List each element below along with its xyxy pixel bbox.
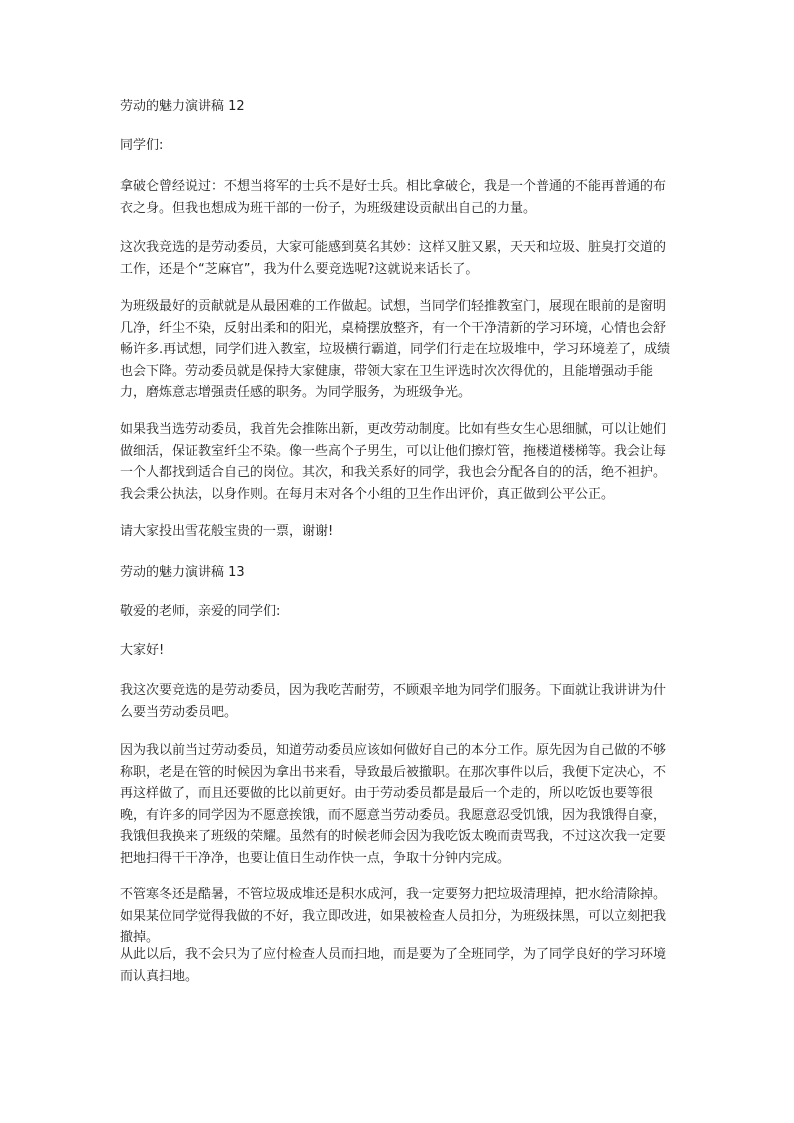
paragraph: 从此以后，我不会只为了应付检查人员而扫地，而是要为了全班同学，为了同学良好的学习环境而认真扫地。 [120,947,667,984]
salutation: 同学们: [120,138,164,153]
paragraph: 为班级最好的贡献就是从最困难的工作做起。试想，当同学们轻推教室门，展现在眼前的是窗明几净，纤尘不染，反射出柔和的阳光，桌椅摆放整齐，有一个干净清新的学习环境，心情也会舒畅许多.再试想，同学们进入教室，垃圾横行霸道，同学们行走在垃圾堆中，学习环境差了，成绩也会下降。劳动委员就是保持大家健康，带领大家在卫生评选时次次得优的，且能增强动手能力，磨炼意志增强责任感的职务。为同学服务，为班级争光。 [120,299,671,400]
greeting: 大家好! [120,643,165,658]
salutation: 敬爱的老师，亲爱的同学们: [120,604,281,619]
closing-line: 请大家投出雪花般宝贵的一票，谢谢! [120,524,334,539]
paragraph: 这次我竞选的是劳动委员，大家可能感到莫名其妙：这样又脏又累，天天和垃圾、脏臭打交道的工作，还是个“芝麻官”，我为什么要竞选呢?这就说来话长了。 [120,240,667,277]
paragraph: 如果我当选劳动委员，我首先会推陈出新，更改劳动制度。比如有些女生心思细腻，可以让她们做细活，保证教室纤尘不染。像一些高个子男生，可以让他们擦灯管，拖楼道楼梯等。我会让每一个人都找到适合自己的岗位。其次，和我关系好的同学，我也会分配各自的的活，绝不袒护。我会秉公执法，以身作则。在每月末对各个小组的卫生作出评价，真正做到公平公正。 [120,422,667,502]
paragraph: 我这次要竞选的是劳动委员，因为我吃苦耐劳，不顾艰辛地为同学们服务。下面就让我讲讲为什么要当劳动委员吧。 [120,683,667,720]
paragraph: 不管寒冬还是酷暑，不管垃圾成堆还是积水成河，我一定要努力把垃圾清理掉，把水给清除掉。如果某位同学觉得我做的不好，我立即改进，如果被检查人员扣分，为班级抹黑，可以立刻把我撤掉。 [120,887,667,945]
section-title-12: 劳动的魅力演讲稿 12 [120,99,245,114]
paragraph: 拿破仑曾经说过：不想当将军的士兵不是好士兵。相比拿破仑，我是一个普通的不能再普通的布衣之身。但我也想成为班干部的一份子，为班级建设贡献出自己的力量。 [120,179,667,216]
paragraph: 因为我以前当过劳动委员，知道劳动委员应该如何做好自己的本分工作。原先因为自己做的不够称职，老是在管的时候因为拿出书来看，导致最后被撤职。在那次事件以后，我便下定决心，不再这样做了，而且还要做的比以前更好。由于劳动委员都是最后一个走的，所以吃饭也要等很晚，有许多的同学因为不愿意挨饿，而不愿意当劳动委员。我愿意忍受饥饿，因为我饿得自豪，我饿但我换来了班级的荣耀。虽然有的时候老师会因为我吃饭太晚而责骂我，不过这次我一定要把地扫得干干净净，也要让值日生动作快一点，争取十分钟内完成。 [120,743,667,866]
section-title-13: 劳动的魅力演讲稿 13 [120,565,245,580]
